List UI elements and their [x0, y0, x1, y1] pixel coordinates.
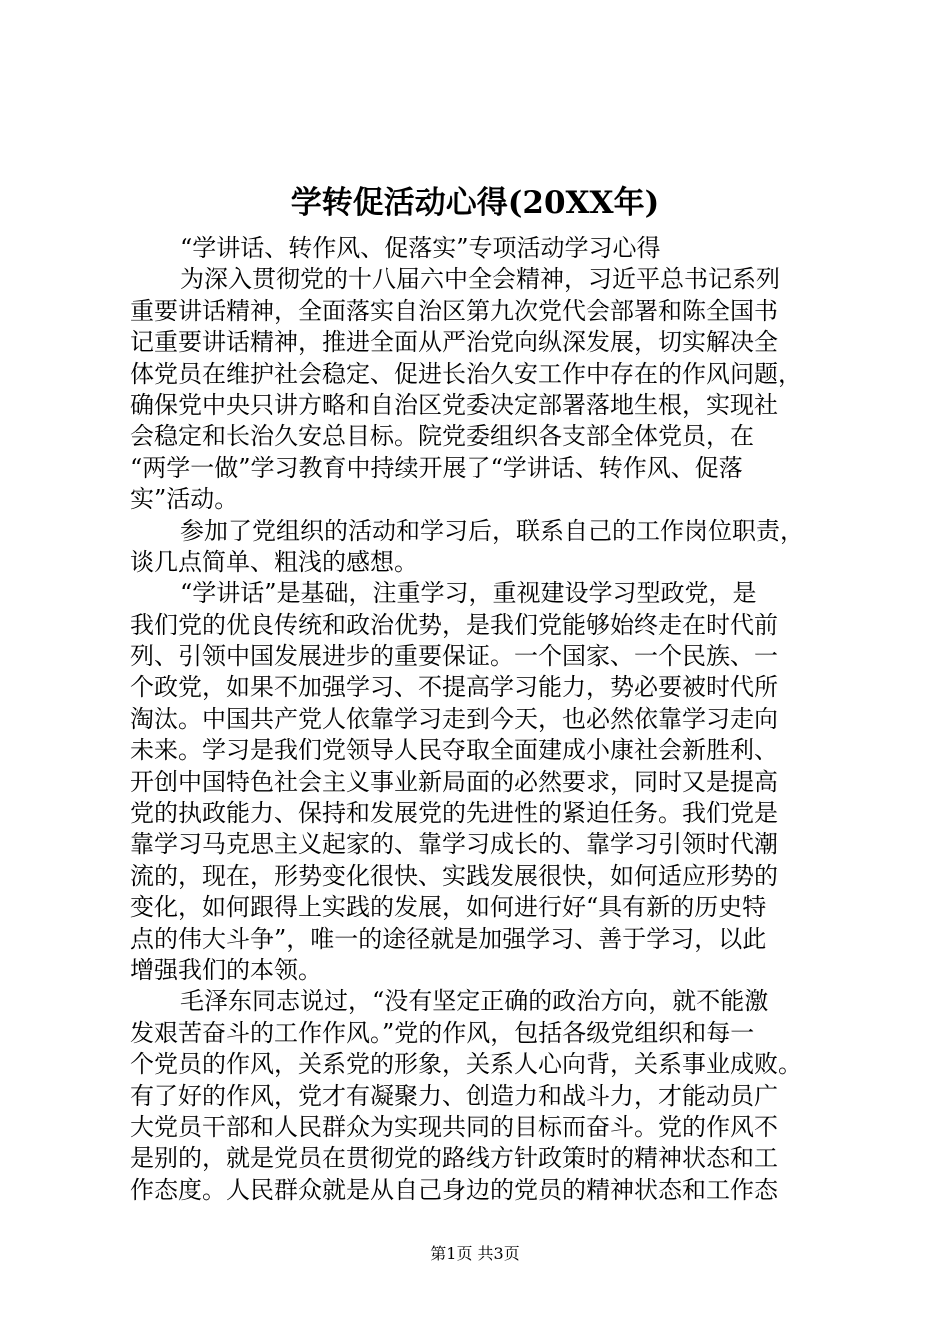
document-body — [130, 233, 850, 1206]
body-text-line: 靠学习马克思主义起家的、靠学习成长的、靠学习引领时代潮 — [130, 830, 778, 859]
body-text-line: “两学一做”学习教育中持续开展了“学讲话、转作风、促落 — [130, 453, 743, 482]
body-text-line: 我们党的优良传统和政治优势，是我们党能够始终走在时代前 — [130, 610, 778, 639]
body-text-line: 开创中国特色社会主义事业新局面的必然要求，同时又是提高 — [130, 767, 778, 796]
body-text-line: 实”活动。 — [130, 485, 239, 514]
body-text-line: 列、引领中国发展进步的重要保证。一个国家、一个民族、一 — [130, 642, 778, 671]
body-text-line: 体党员在维护社会稳定、促进长治久安工作中存在的作风问题， — [130, 359, 802, 388]
body-text-line: 个政党，如果不加强学习、不提高学习能力，势必要被时代所 — [130, 673, 778, 702]
body-text-line: 个党员的作风，关系党的形象，关系人心向背，关系事业成败。 — [130, 1050, 802, 1079]
body-text-line: 毛泽东同志说过，“没有坚定正确的政治方向，就不能激 — [180, 987, 769, 1016]
body-text-line: 增强我们的本领。 — [130, 955, 322, 984]
body-text-line: “学讲话”是基础，注重学习，重视建设学习型政党，是 — [180, 579, 757, 608]
body-text-line: 是别的，就是党员在贯彻党的路线方针政策时的精神状态和工 — [130, 1144, 778, 1173]
body-text-line: 未来。学习是我们党领导人民夺取全面建成小康社会新胜利、 — [130, 736, 778, 765]
body-text-line: 会稳定和长治久安总目标。院党委组织各支部全体党员，在 — [130, 422, 754, 451]
body-text-line: 流的，现在，形势变化很快、实践发展很快，如何适应形势的 — [130, 861, 778, 890]
body-text-line: 变化，如何跟得上实践的发展，如何进行好“具有新的历史特 — [130, 893, 767, 922]
page-footer: 第1页 共3页 — [430, 1244, 520, 1263]
body-text-line: 淘汰。中国共产党人依靠学习走到今天，也必然依靠学习走向 — [130, 704, 778, 733]
body-text-line: 大党员干部和人民群众为实现共同的目标而奋斗。党的作风不 — [130, 1112, 778, 1141]
body-text-line: 党的执政能力、保持和发展党的先进性的紧迫任务。我们党是 — [130, 799, 778, 828]
body-text-line: “学讲话、转作风、促落实”专项活动学习心得 — [180, 234, 661, 262]
body-text-line: 发艰苦奋斗的工作作风。”党的作风，包括各级党组织和每一 — [130, 1018, 755, 1047]
document-title: 学转促活动心得(20XX年) — [290, 185, 660, 221]
body-text-line: 点的伟大斗争”，唯一的途径就是加强学习、善于学习，以此 — [130, 924, 767, 953]
body-text-line: 有了好的作风，党才有凝聚力、创造力和战斗力，才能动员广 — [130, 1081, 778, 1110]
body-text-line: 记重要讲话精神，推进全面从严治党向纵深发展，切实解决全 — [130, 328, 778, 357]
body-text-line: 确保党中央只讲方略和自治区党委决定部署落地生根，实现社 — [130, 390, 778, 419]
body-text-line: 作态度。人民群众就是从自己身边的党员的精神状态和工作态 — [130, 1175, 778, 1204]
body-text-line: 谈几点简单、粗浅的感想。 — [130, 547, 418, 576]
body-text-line: 重要讲话精神，全面落实自治区第九次党代会部署和陈全国书 — [130, 296, 778, 325]
body-text-line: 为深入贯彻党的十八届六中全会精神，习近平总书记系列 — [180, 265, 780, 294]
body-text-line: 参加了党组织的活动和学习后，联系自己的工作岗位职责， — [180, 516, 804, 545]
